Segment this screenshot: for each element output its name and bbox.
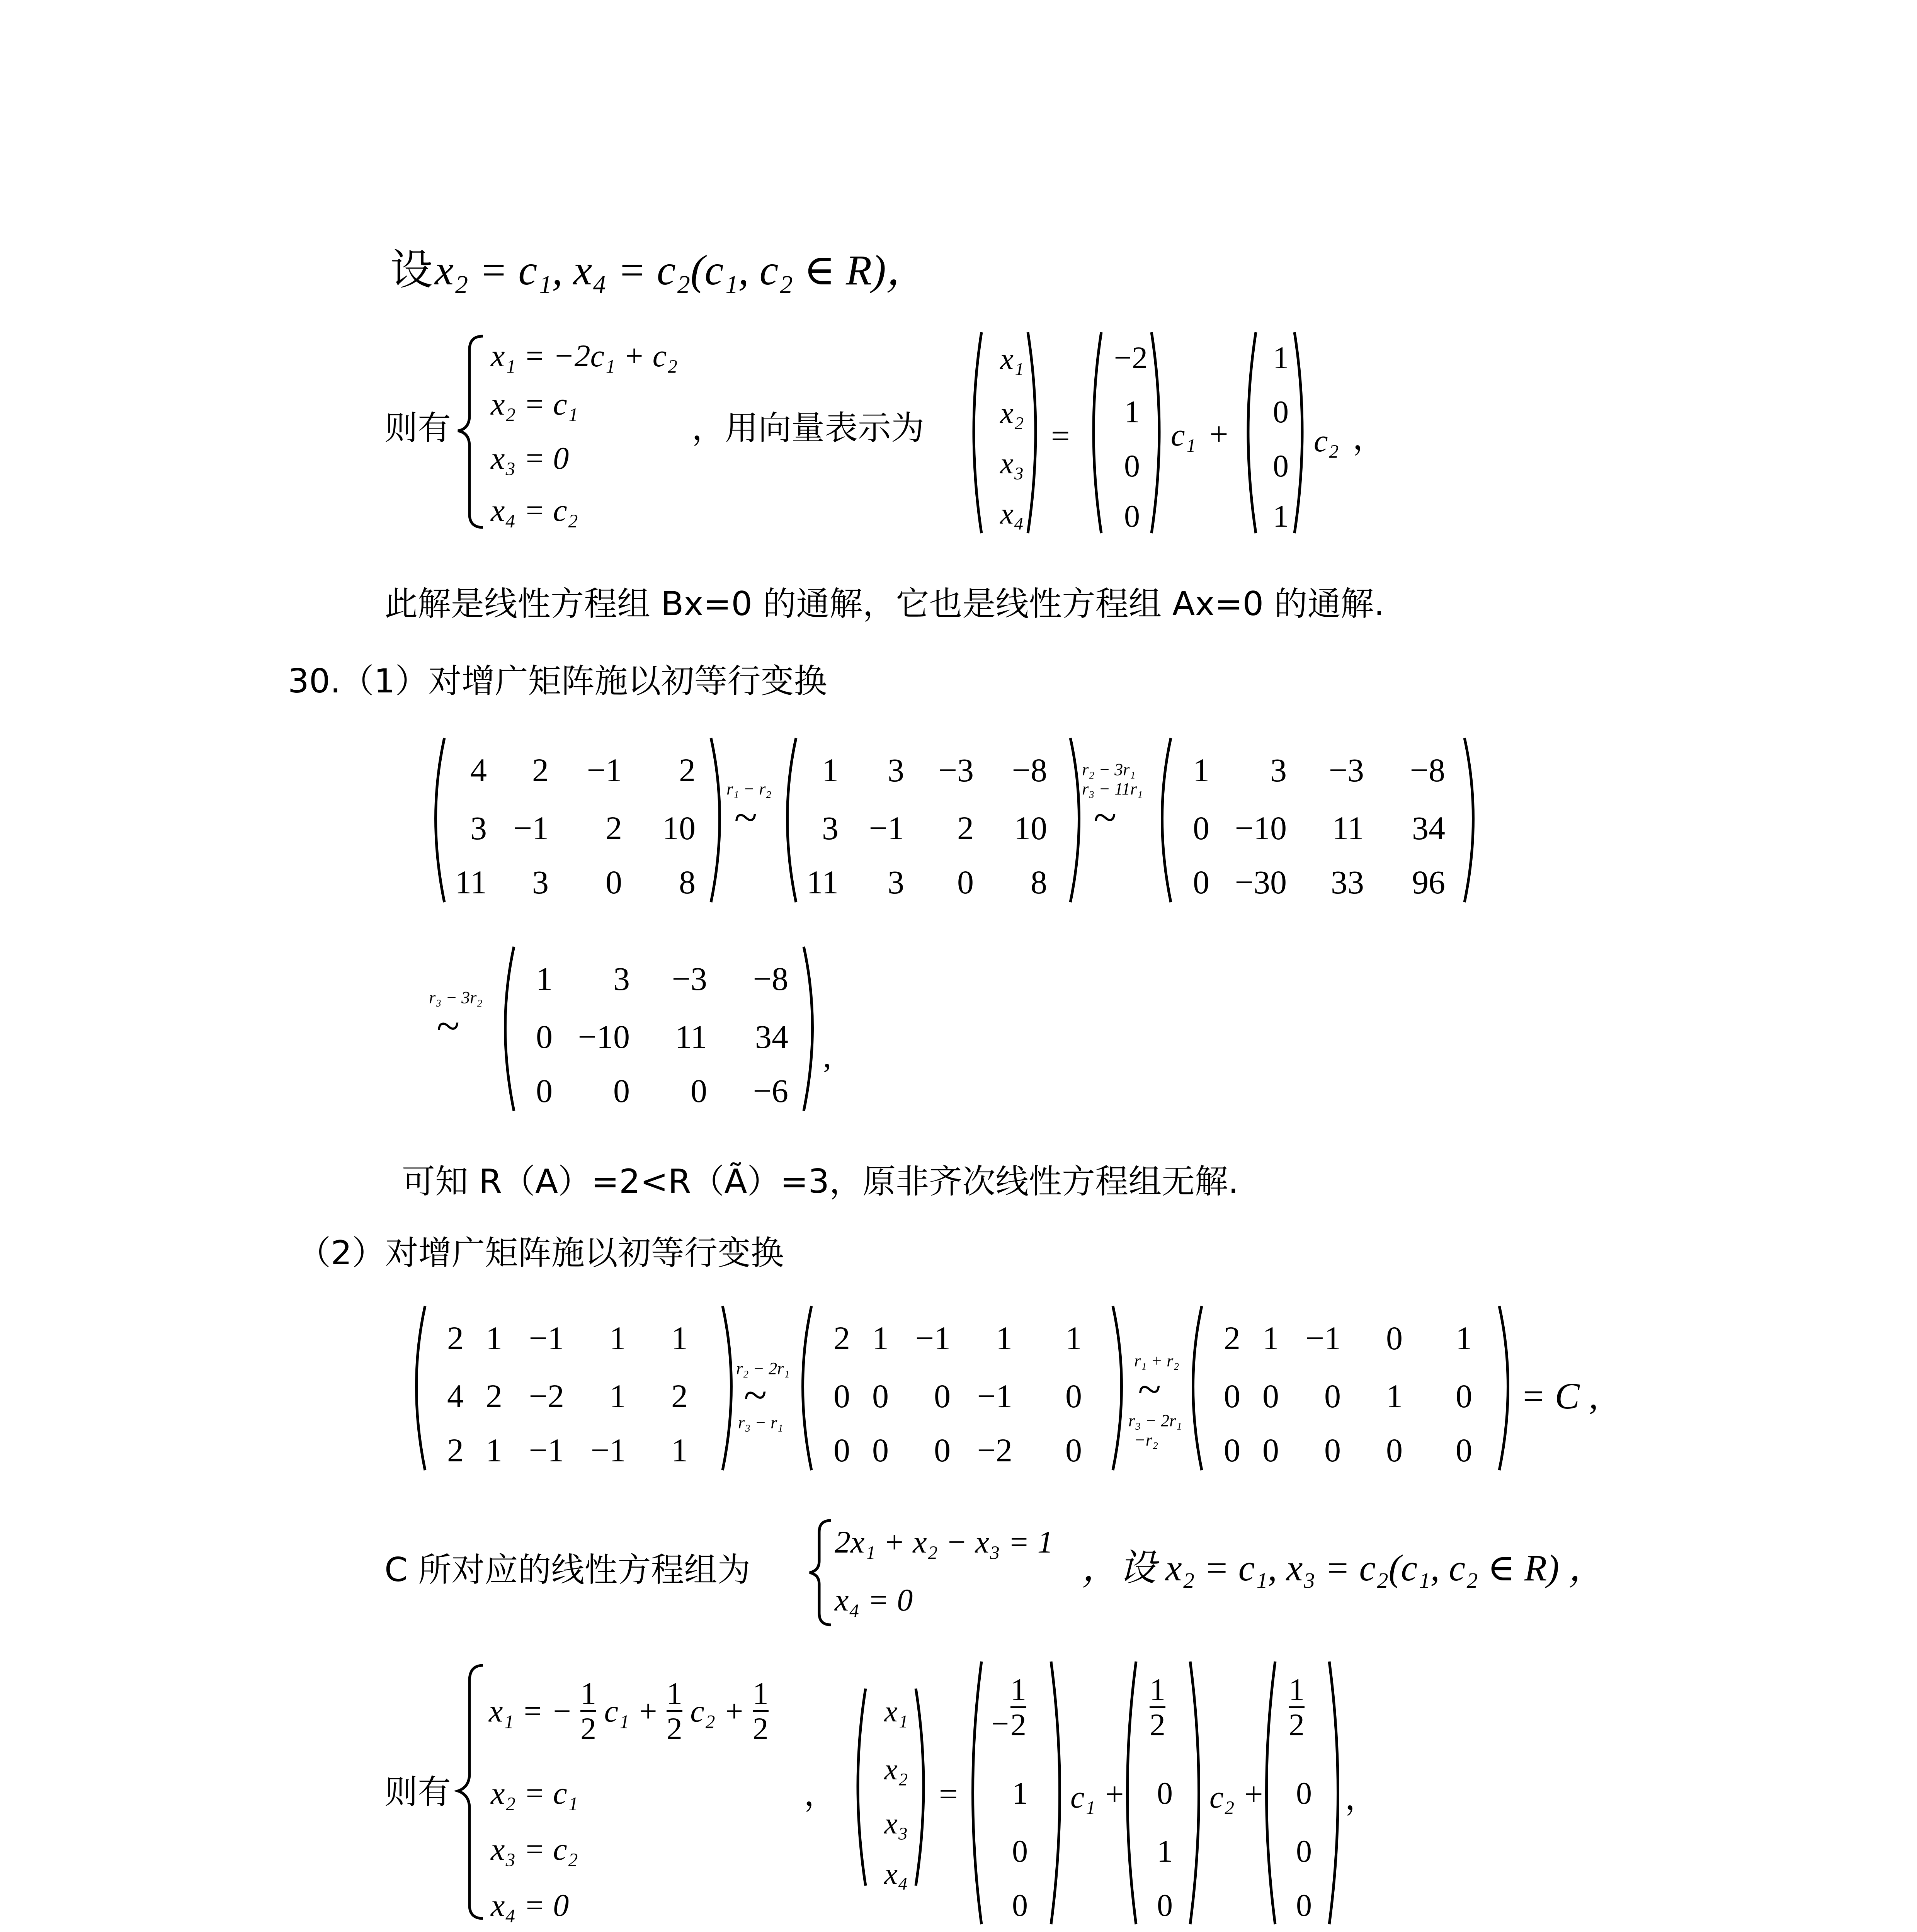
- vec2-v1-half: [1010, 1673, 1026, 1742]
- m30-tail: ,: [823, 1037, 832, 1075]
- m30-a-cell-r3-c4: 8: [679, 864, 696, 901]
- m30b-b-cell-r2-c5: 0: [1065, 1378, 1082, 1415]
- sys2-frac-3: [753, 1677, 769, 1745]
- m30b-a-cell-r1-c3: −1: [529, 1320, 564, 1357]
- m30b-a-cell-r1-c4: 1: [609, 1320, 626, 1357]
- vector-label: ，用向量表示为: [692, 409, 924, 447]
- vec2-v3-3: 0: [1296, 1833, 1312, 1869]
- note-b: 此解是线性方程组 Bx=0 的通解，它也是线性方程组 Ax=0 的通解.: [384, 585, 1385, 623]
- m30b-c-cell-r1-c3: −1: [1305, 1320, 1341, 1357]
- m30b-a-cell-r2-c3: −2: [529, 1378, 564, 1415]
- set-prefix: 设: [390, 245, 433, 294]
- vec2-comma: ，: [804, 1776, 837, 1813]
- m30b-c-cell-r3-c1: 0: [1224, 1432, 1240, 1469]
- m30-d-cell-r2-c3: 11: [675, 1018, 707, 1055]
- m30-b-cell-r1-c2: 3: [888, 752, 904, 789]
- m30-a-cell-r1-c2: 2: [532, 752, 549, 789]
- vec1-v1-2: 1: [1124, 394, 1140, 429]
- sys2-r1-c2: c₂ +: [690, 1693, 745, 1729]
- vec1-lhs-4: x₄: [1000, 497, 1024, 530]
- m30-c-cell-r1-c2: 3: [1270, 752, 1287, 789]
- m30b-b-cell-r3-c1: 0: [833, 1432, 850, 1469]
- vec1-lhs-2: x₂: [1000, 396, 1024, 430]
- m30b-c-cell-r2-c4: 1: [1386, 1378, 1403, 1415]
- m30b-a-cell-r3-c5: 1: [671, 1432, 688, 1469]
- m30-a-cell-r2-c3: 2: [606, 810, 622, 847]
- m30-op1: r₁ − r₂: [726, 779, 772, 798]
- m30b-tilde2: ~: [1138, 1366, 1161, 1413]
- m30-c-cell-r2-c1: 0: [1193, 810, 1209, 847]
- sys1-row-3: x₃ = 0: [491, 440, 569, 476]
- vec2-v2-4: 0: [1157, 1888, 1173, 1923]
- m30-d-cell-r3-c2: 0: [613, 1072, 630, 1109]
- m30-b-cell-r3-c2: 3: [888, 864, 904, 901]
- m30-a-cell-r2-c1: 3: [470, 810, 487, 847]
- vec2-v3-2: 0: [1296, 1776, 1312, 1811]
- sys1-row-4: x₄ = c₂: [491, 493, 578, 528]
- m30b-a-cell-r3-c3: −1: [529, 1432, 564, 1469]
- vec1-lhs-3: x₃: [1000, 446, 1024, 480]
- m30-a-cell-r1-c4: 2: [679, 752, 696, 789]
- m30b-b-cell-r3-c3: 0: [934, 1432, 951, 1469]
- then-label-2: 则有: [384, 1773, 451, 1811]
- vec1-v1-3: 0: [1124, 448, 1140, 483]
- m30b-b-cell-r1-c4: 1: [996, 1320, 1012, 1357]
- m30-a-cell-r1-c1: 4: [470, 752, 487, 789]
- m30b-b-cell-r3-c4: −2: [977, 1432, 1012, 1469]
- vec1-v2-2: 0: [1273, 394, 1289, 429]
- m30b-a-cell-r1-c2: 1: [486, 1320, 502, 1357]
- m30-op2a: r₂ − 3r₁: [1082, 760, 1136, 779]
- vec2-plus-2: +: [1244, 1776, 1263, 1813]
- vec2-eq: =: [939, 1776, 958, 1813]
- m30b-c-cell-r1-c4: 0: [1386, 1320, 1403, 1357]
- m30-c-cell-r3-c4: 96: [1412, 864, 1445, 901]
- m30-c-cell-r2-c2: −10: [1235, 810, 1287, 847]
- m30-d-cell-r1-c2: 3: [613, 960, 630, 997]
- m30-c-cell-r2-c3: 11: [1332, 810, 1364, 847]
- m30-b-cell-r1-c4: −8: [1012, 752, 1047, 789]
- m30b-a-cell-r2-c1: 4: [447, 1378, 464, 1415]
- then-label-1: 则有: [384, 409, 451, 447]
- vec1-eq: =: [1051, 417, 1070, 454]
- vec2-lhs-3: x₃: [884, 1806, 908, 1840]
- m30-c-cell-r3-c2: −30: [1235, 864, 1287, 901]
- m30-d-cell-r2-c4: 34: [755, 1018, 788, 1055]
- m30-b-cell-r2-c3: 2: [957, 810, 974, 847]
- c-set: ，设 x₂ = c₁, x₃ = c₂(c₁, c₂ ∈ R) ，: [1082, 1547, 1606, 1588]
- m30b-c-cell-r1-c2: 1: [1262, 1320, 1279, 1357]
- frac-den: 2: [1289, 1707, 1305, 1743]
- m30-a-cell-r2-c4: 10: [662, 810, 696, 847]
- m30-d-cell-r2-c1: 0: [536, 1018, 553, 1055]
- m30-b-cell-r1-c1: 1: [822, 752, 839, 789]
- sys2-r1-pre: x₁ = −: [489, 1693, 573, 1729]
- m30b-a-cell-r1-c1: 2: [447, 1320, 464, 1357]
- vec1-lhs-1: x₁: [1000, 342, 1024, 376]
- sys2-row-3: x₃ = c₂: [491, 1832, 578, 1867]
- m30b-a-cell-r3-c2: 1: [486, 1432, 502, 1469]
- m30-d-cell-r1-c3: −3: [672, 960, 707, 997]
- m30b-c-cell-r2-c5: 0: [1456, 1378, 1472, 1415]
- vec2-plus-1: +: [1105, 1776, 1124, 1813]
- m30b-a-cell-r2-c2: 2: [486, 1378, 502, 1415]
- m30-tilde2: ~: [1094, 794, 1117, 841]
- m30-op2b: r₃ − 11r₁: [1082, 779, 1143, 798]
- vec2-c1: c₁: [1070, 1779, 1095, 1815]
- m30-b-cell-r2-c4: 10: [1014, 810, 1047, 847]
- m30-op3: r₃ − 3r₂: [429, 988, 483, 1007]
- vec2-v1-minus: −: [991, 1706, 1009, 1741]
- m30-c-cell-r1-c3: −3: [1328, 752, 1364, 789]
- m30b-c-cell-r3-c2: 0: [1262, 1432, 1279, 1469]
- m30b-b-cell-r2-c4: −1: [977, 1378, 1012, 1415]
- m30b-c-cell-r2-c3: 0: [1324, 1378, 1341, 1415]
- vec2-tail: ，: [1345, 1779, 1378, 1816]
- m30-d-cell-r3-c1: 0: [536, 1072, 553, 1109]
- m30b-c-cell-r3-c3: 0: [1324, 1432, 1341, 1469]
- m30b-b-cell-r2-c2: 0: [872, 1378, 889, 1415]
- m30b-op1b: r₃ − r₁: [738, 1413, 783, 1432]
- vec1-c1: c₁: [1171, 417, 1196, 452]
- m30-a-cell-r1-c3: −1: [587, 752, 622, 789]
- m30b-a-cell-r3-c4: −1: [590, 1432, 626, 1469]
- m30b-b-cell-r2-c1: 0: [833, 1378, 850, 1415]
- vec2-v1-4: 0: [1012, 1888, 1028, 1923]
- vec2-v3-frac: [1289, 1673, 1305, 1742]
- c-line-label: C 所对应的线性方程组为: [384, 1551, 751, 1589]
- m30-c-cell-r3-c1: 0: [1193, 864, 1209, 901]
- q30-part1-title: 30.（1）对增广矩阵施以初等行变换: [288, 662, 827, 701]
- m30-c-cell-r1-c1: 1: [1193, 752, 1209, 789]
- frac-num: 1: [752, 1676, 769, 1711]
- rank-line: 可知 R（A）=2<R（Ã）=3，原非齐次线性方程组无解.: [402, 1162, 1239, 1201]
- m30-c-cell-r1-c4: −8: [1410, 752, 1445, 789]
- m30b-op2c: −r₂: [1134, 1430, 1158, 1449]
- m30b-tilde1: ~: [744, 1371, 767, 1418]
- vec2-v3-4: 0: [1296, 1888, 1312, 1923]
- frac-den: 2: [1150, 1707, 1165, 1743]
- m30b-a-cell-r2-c5: 2: [671, 1378, 688, 1415]
- m30b-a-cell-r1-c5: 1: [671, 1320, 688, 1357]
- m30b-eqC: = C ,: [1521, 1375, 1598, 1417]
- frac-den: 2: [752, 1711, 769, 1747]
- m30-b-cell-r3-c1: 11: [806, 864, 839, 901]
- m30-d-cell-r1-c1: 1: [536, 960, 553, 997]
- m30b-b-cell-r3-c5: 0: [1065, 1432, 1082, 1469]
- vec2-c2: c₂: [1209, 1779, 1235, 1815]
- sys2-row-2: x₂ = c₁: [491, 1776, 578, 1811]
- m30-a-cell-r2-c2: −1: [513, 810, 549, 847]
- vec2-lhs-1: x₁: [884, 1694, 908, 1728]
- m30-tilde1: ~: [734, 794, 757, 841]
- vec2-v1-one: 1: [1012, 1776, 1028, 1811]
- m30b-b-cell-r1-c3: −1: [915, 1320, 951, 1357]
- m30-a-cell-r3-c3: 0: [606, 864, 622, 901]
- frac-num: 1: [1289, 1672, 1305, 1707]
- vec2-v2-half: [1150, 1673, 1165, 1742]
- vec1-v2-1: 1: [1273, 340, 1289, 375]
- sys1-row-1: x₁ = −2c₁ + c₂: [491, 338, 678, 373]
- frac-num: 1: [580, 1676, 597, 1711]
- m30b-a-cell-r2-c4: 1: [609, 1378, 626, 1415]
- vec1-plus: +: [1209, 415, 1228, 452]
- csys-row-1: 2x₁ + x₂ − x₃ = 1: [835, 1524, 1053, 1560]
- m30b-op2a: r₁ + r₂: [1134, 1351, 1179, 1370]
- m30-b-cell-r3-c4: 8: [1031, 864, 1047, 901]
- frac-num: 1: [1010, 1672, 1026, 1707]
- sys2-r1-c1: c₁ +: [604, 1693, 659, 1729]
- m30b-c-cell-r1-c1: 2: [1224, 1320, 1240, 1357]
- vec1-v1-1: −2: [1114, 340, 1148, 375]
- m30b-c-cell-r1-c5: 1: [1456, 1320, 1472, 1357]
- m30-d-cell-r1-c4: −8: [753, 960, 788, 997]
- vec2-v1-frac: [1010, 1673, 1026, 1742]
- m30-tilde3: ~: [437, 1002, 460, 1049]
- sys2-frac-1: [580, 1677, 596, 1745]
- csys-row-2: x₄ = 0: [835, 1582, 913, 1617]
- frac-num: 1: [666, 1676, 682, 1711]
- frac-den: 2: [1010, 1707, 1026, 1743]
- vec1-v1-4: 0: [1124, 498, 1140, 534]
- vec1-c2: c₂: [1314, 423, 1339, 458]
- m30-b-cell-r2-c2: −1: [869, 810, 904, 847]
- m30-a-cell-r3-c2: 3: [532, 864, 549, 901]
- m30-b-cell-r3-c3: 0: [957, 864, 974, 901]
- m30b-b-cell-r1-c2: 1: [872, 1320, 889, 1357]
- frac-num: 1: [1150, 1672, 1165, 1707]
- vec1-tail: ，: [1352, 419, 1386, 456]
- sys2-frac-2: [667, 1677, 682, 1745]
- vec2-v2-2: 0: [1157, 1776, 1173, 1811]
- vec1-v2-4: 1: [1273, 498, 1289, 534]
- sys1-row-2: x₂ = c₁: [491, 386, 578, 422]
- vec2-v3-half: [1289, 1673, 1305, 1742]
- set-line: [390, 236, 929, 297]
- vec2-v1-3: 0: [1012, 1833, 1028, 1869]
- m30b-c-cell-r2-c2: 0: [1262, 1378, 1279, 1415]
- m30b-b-cell-r2-c3: 0: [934, 1378, 951, 1415]
- vec2-lhs-2: x₂: [884, 1752, 908, 1786]
- m30-b-cell-r2-c1: 3: [822, 810, 839, 847]
- q30-part2-title: （2）对增广矩阵施以初等行变换: [298, 1234, 784, 1272]
- m30-b-cell-r1-c3: −3: [938, 752, 974, 789]
- m30-d-cell-r3-c4: −6: [753, 1072, 788, 1109]
- vec2-v2-3: 1: [1157, 1833, 1173, 1869]
- m30b-op1a: r₂ − 2r₁: [736, 1359, 790, 1378]
- m30-d-cell-r2-c2: −10: [578, 1018, 630, 1055]
- m30b-c-cell-r3-c4: 0: [1386, 1432, 1403, 1469]
- m30b-b-cell-r1-c5: 1: [1065, 1320, 1082, 1357]
- vec1-v2-3: 0: [1273, 448, 1289, 483]
- m30-c-cell-r3-c3: 33: [1331, 864, 1364, 901]
- m30-a-cell-r3-c1: 11: [455, 864, 487, 901]
- m30-c-cell-r2-c4: 34: [1412, 810, 1445, 847]
- m30b-b-cell-r1-c1: 2: [833, 1320, 850, 1357]
- m30b-c-cell-r2-c1: 0: [1224, 1378, 1240, 1415]
- frac-den: 2: [666, 1711, 682, 1747]
- m30b-b-cell-r3-c2: 0: [872, 1432, 889, 1469]
- m30b-c-cell-r3-c5: 0: [1456, 1432, 1472, 1469]
- sys2-row-4: x₄ = 0: [491, 1888, 569, 1923]
- set-formula: x₂ = c₁, x₄ = c₂(c₁, c₂ ∈ R)，: [435, 247, 929, 294]
- sys2-row-1: [489, 1677, 769, 1745]
- vec2-lhs-4: x₄: [884, 1857, 908, 1890]
- m30b-a-cell-r3-c1: 2: [447, 1432, 464, 1469]
- vec2-v2-frac: [1150, 1673, 1165, 1742]
- m30-d-cell-r3-c3: 0: [691, 1072, 707, 1109]
- m30b-op2b: r₃ − 2r₁: [1128, 1411, 1182, 1430]
- frac-den: 2: [580, 1711, 597, 1747]
